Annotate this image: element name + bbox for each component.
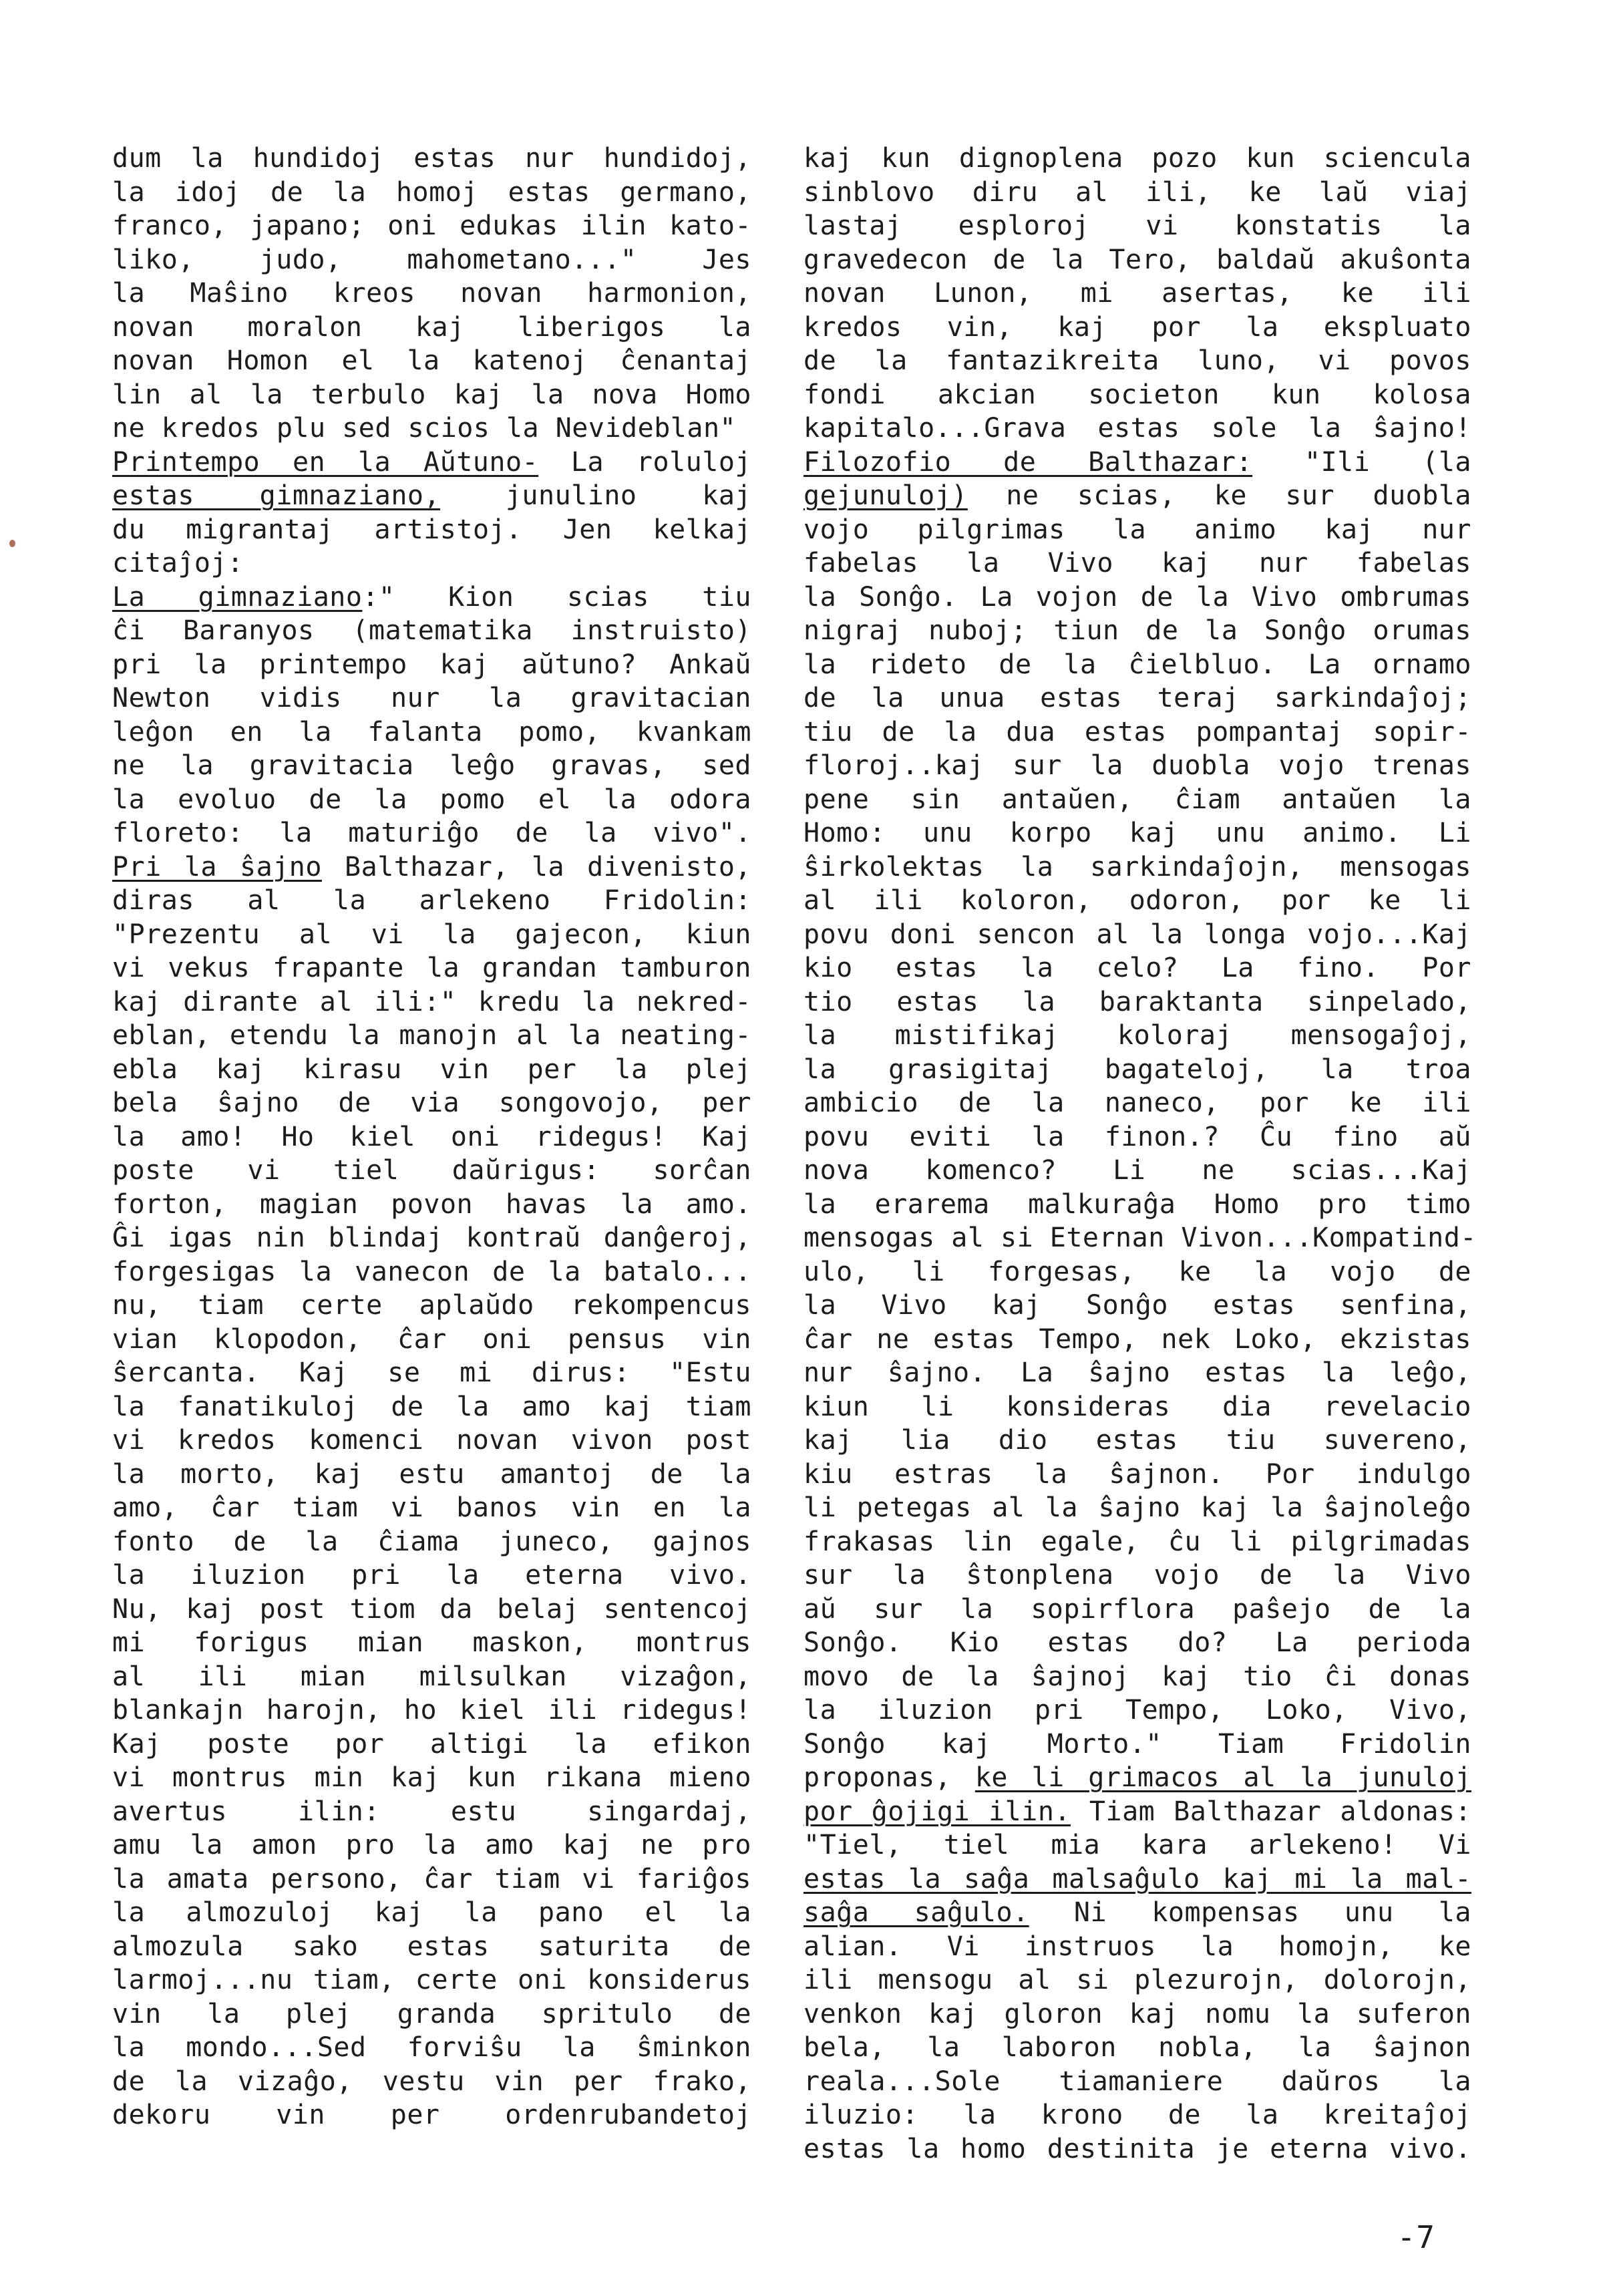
text-line	[803, 1963, 1471, 1997]
text-line	[803, 1255, 1471, 1289]
text-line	[112, 1458, 751, 1492]
line-text: la Maŝino kreos novan harmonion,	[112, 278, 751, 309]
text-line	[803, 1593, 1471, 1627]
text-line	[112, 1356, 751, 1390]
text-line	[112, 2098, 751, 2132]
text-line	[112, 1120, 751, 1154]
line-text: "Prezentu al vi la gajecon, kiun	[112, 919, 751, 950]
text-line	[112, 648, 751, 682]
line-text: la fanatikuloj de la amo kaj tiam	[112, 1391, 751, 1422]
line-text: pene sin antaŭen, ĉiam antaŭen la	[803, 784, 1471, 815]
line-text: Nu, kaj post tiom da belaj sentencoj	[112, 1593, 751, 1625]
text-line	[803, 344, 1471, 378]
line-text: floreto: la maturiĝo de la vivo".	[112, 818, 751, 848]
text-line	[112, 479, 751, 513]
text-line	[112, 513, 751, 547]
line-text: alian. Vi instruos la homojn, ke	[803, 1931, 1471, 1962]
line-text: ne scias, ke sur duobla	[967, 480, 1471, 511]
underlined-phrase: gejunuloj)	[803, 480, 968, 511]
line-text: ĉi Baranyos (matematika instruisto)	[112, 615, 751, 646]
line-text: vi kredos komenci novan vivon post	[112, 1425, 751, 1456]
text-line	[112, 546, 751, 581]
line-text: kaj dirante al ili:" kredu la nekred-	[112, 986, 751, 1017]
line-text: proponas,	[803, 1762, 975, 1793]
text-line	[803, 1828, 1471, 1862]
underlined-phrase: Filozofio de Balthazar:	[803, 446, 1253, 478]
text-line	[112, 378, 751, 412]
text-line	[112, 311, 751, 345]
line-text: sur la ŝtonplena vojo de la Vivo	[803, 1560, 1471, 1591]
line-text: kaj kun dignoplena pozo kun sciencula	[803, 143, 1471, 174]
text-line	[803, 648, 1471, 682]
line-text: vojo pilgrimas la animo kaj nur	[803, 514, 1471, 545]
text-line	[112, 951, 751, 985]
underlined-phrase: saĝa saĝulo.	[803, 1897, 1029, 1928]
line-text: Ĝi igas nin blindaj kontraŭ danĝeroj,	[112, 1222, 751, 1253]
text-line	[112, 816, 751, 850]
line-text: la iluzion pri Tempo, Loko, Vivo,	[803, 1695, 1471, 1726]
line-text: Sonĝo kaj Morto." Tiam Fridolin	[803, 1728, 1471, 1760]
line-text: tio estas la baraktanta sinpelado,	[803, 986, 1471, 1017]
line-text: fonto de la ĉiama juneco, gajnos	[112, 1526, 751, 1557]
line-text: Newton vidis nur la gravitacian	[112, 683, 751, 713]
text-line	[803, 1120, 1471, 1154]
line-text: ŝercanta. Kaj se mi dirus: "Estu	[112, 1357, 751, 1388]
text-line	[803, 783, 1471, 817]
text-line	[803, 1154, 1471, 1188]
line-text: de la fantazikreita luno, vi povos	[803, 345, 1471, 376]
text-line	[803, 1626, 1471, 1660]
text-line	[112, 176, 751, 210]
text-line	[803, 277, 1471, 311]
line-text: amo, ĉar tiam vi banos vin en la	[112, 1492, 751, 1523]
line-text: mensogas al si Eternan Vivon...Kompatind-	[803, 1222, 1477, 1253]
text-line	[803, 1728, 1471, 1762]
text-line	[112, 142, 751, 176]
text-line	[803, 1053, 1471, 1087]
text-line	[112, 1862, 751, 1897]
underlined-phrase: Printempo en la Aŭtuno-	[112, 446, 539, 478]
line-text: floroj..kaj sur la duobla vojo trenas	[803, 750, 1471, 781]
text-line	[803, 142, 1471, 176]
line-text: venkon kaj gloron kaj nomu la suferon	[803, 1998, 1471, 2029]
text-line	[803, 816, 1471, 850]
line-text: diras al la arlekeno Fridolin:	[112, 885, 751, 916]
line-text: la mistifikaj koloraj mensogaĵoj,	[803, 1020, 1471, 1051]
line-text: tiu de la dua estas pompantaj sopir-	[803, 716, 1471, 748]
text-line	[803, 2098, 1471, 2132]
text-line	[803, 1930, 1471, 1964]
line-text: "Ili (la	[1252, 446, 1471, 478]
text-line	[112, 1019, 751, 1053]
line-text: lastaj esploroj vi konstatis la	[803, 210, 1471, 241]
line-text: la rideto de la ĉielbluo. La ornamo	[803, 649, 1471, 680]
text-line	[112, 1525, 751, 1559]
text-line	[112, 581, 751, 615]
line-text: du migrantaj artistoj. Jen kelkaj	[112, 514, 751, 545]
line-text: la amo! Ho kiel oni ridegus! Kaj	[112, 1121, 751, 1152]
line-text: Ni kompensas unu la	[1029, 1897, 1472, 1928]
text-line	[803, 513, 1471, 547]
line-text: iluzio: la krono de la kreitaĵoj	[803, 2100, 1471, 2130]
line-text: liko, judo, mahometano..." Jes	[112, 244, 751, 275]
text-line	[803, 850, 1471, 884]
line-text: citaĵoj:	[112, 548, 244, 579]
line-text: ĉar ne estas Tempo, nek Loko, ekzistas	[803, 1323, 1471, 1355]
line-text: ili mensogu al si plezurojn, dolorojn,	[803, 1965, 1471, 1995]
text-line: por ĝojigi ilin. Tiam Balthazar aldonas:	[803, 1796, 1471, 1827]
text-line	[112, 1154, 751, 1188]
text-line	[803, 918, 1471, 952]
text-line	[803, 1221, 1477, 1255]
text-line	[803, 1491, 1471, 1525]
right-text-column	[803, 142, 1477, 2166]
line-text: "Tiel, tiel mia kara arlekeno! Vi	[803, 1830, 1471, 1860]
text-line	[112, 1188, 751, 1222]
line-text: amu la amon pro la amo kaj ne pro	[112, 1830, 751, 1860]
line-text: la Sonĝo. La vojon de la Vivo ombrumas	[803, 581, 1471, 613]
line-text: la Vivo kaj Sonĝo estas senfina,	[803, 1290, 1471, 1321]
text-line	[803, 1019, 1471, 1053]
line-text: sinblovo diru al ili, ke laŭ viaj	[803, 176, 1471, 208]
line-text: pri la printempo kaj aŭtuno? Ankaŭ	[112, 649, 751, 680]
line-text: franco, japano; oni edukas ilin kato-	[112, 210, 751, 241]
text-line	[803, 378, 1471, 412]
line-text: vian klopodon, ĉar oni pensus vin	[112, 1323, 751, 1355]
left-text-column	[112, 142, 751, 2132]
text-line	[803, 243, 1471, 277]
text-line	[803, 176, 1471, 210]
line-text: fabelas la Vivo kaj nur fabelas	[803, 548, 1471, 579]
line-text: nova komenco? Li ne scias...Kaj	[803, 1155, 1471, 1186]
text-line	[803, 1525, 1471, 1559]
text-line	[112, 850, 751, 884]
text-line	[112, 277, 751, 311]
text-line	[803, 1289, 1471, 1323]
line-text: poste vi tiel daŭrigus: sorĉan	[112, 1155, 751, 1186]
text-line	[112, 681, 751, 715]
line-text: aŭ sur la sopirflora paŝejo de la	[803, 1593, 1471, 1625]
underlined-phrase: estas la saĝa malsaĝulo kaj mi la mal-	[803, 1863, 1471, 1895]
text-line	[112, 985, 751, 1019]
text-line	[112, 1930, 751, 1964]
line-text: leĝon en la falanta pomo, kvankam	[112, 716, 751, 748]
line-text: Homo: unu korpo kaj unu animo. Li	[803, 818, 1471, 848]
line-text: dekoru vin per ordenrubandetoj	[112, 2100, 751, 2130]
text-line	[112, 1626, 751, 1660]
text-line	[803, 951, 1471, 985]
line-text: vi vekus frapante la grandan tamburon	[112, 953, 751, 983]
line-text: almozula sako estas saturita de	[112, 1931, 751, 1962]
line-text: ambicio de la naneco, por ke ili	[803, 1088, 1471, 1118]
line-text: al ili koloron, odoron, por ke li	[803, 885, 1471, 916]
line-text: kiun li konsideras dia revelacio	[803, 1391, 1471, 1422]
line-text: la grasigitaj bagateloj, la troa	[803, 1053, 1471, 1085]
text-line	[112, 1795, 751, 1829]
line-text: kredos vin, kaj por la ekspluato	[803, 311, 1471, 343]
text-line	[112, 2065, 751, 2099]
line-text: ebla kaj kirasu vin per la plej	[112, 1053, 751, 1085]
line-text: fondi akcian societon kun kolosa	[803, 379, 1471, 410]
text-line	[803, 412, 1471, 446]
line-text: :" Kion scias tiu	[362, 581, 751, 613]
line-text: estas la homo destinita je eterna vivo.	[803, 2133, 1471, 2164]
line-text: nur ŝajno. La ŝajno estas la leĝo,	[803, 1357, 1471, 1388]
text-line	[803, 1761, 1471, 1795]
line-text: gravedecon de la Tero, baldaŭ akuŝonta	[803, 244, 1471, 275]
text-line	[112, 715, 751, 750]
text-line	[112, 783, 751, 817]
text-line	[803, 1323, 1471, 1357]
line-text: Balthazar, la divenisto,	[321, 851, 751, 882]
text-line	[803, 479, 1471, 513]
text-line	[112, 1086, 751, 1120]
line-text: reala...Sole tiamaniere daŭros la	[803, 2066, 1471, 2097]
line-text: vin la plej granda spritulo de	[112, 1998, 751, 2029]
line-text: frakasas lin egale, ĉu li pilgrimadas	[803, 1526, 1471, 1557]
text-line	[112, 243, 751, 277]
text-line	[803, 884, 1471, 918]
text-line	[803, 581, 1471, 615]
text-line	[112, 1728, 751, 1762]
text-line	[112, 446, 751, 480]
text-line	[803, 446, 1471, 480]
line-text: larmoj...nu tiam, certe oni konsiderus	[112, 1965, 751, 1995]
line-text: lin al la terbulo kaj la nova Homo	[112, 379, 751, 410]
line-text: mi forigus mian maskon, montrus	[112, 1627, 751, 1658]
text-line	[803, 614, 1471, 648]
text-line	[112, 1424, 751, 1458]
text-line	[803, 1188, 1471, 1222]
text-line	[803, 2132, 1471, 2166]
text-line	[803, 546, 1471, 581]
line-text: La roluloj	[538, 446, 751, 478]
text-line	[803, 1458, 1471, 1492]
line-text: ne la gravitacia leĝo gravas, sed	[112, 750, 751, 781]
line-text: vi montrus min kaj kun rikana mieno	[112, 1762, 751, 1793]
line-text: ne kredos plu sed scios la Nevideblan"	[112, 413, 737, 444]
line-text: povu eviti la finon.? Ĉu fino aŭ	[803, 1121, 1471, 1152]
line-text: la morto, kaj estu amantoj de la	[112, 1458, 751, 1490]
text-line	[112, 1660, 751, 1694]
line-text: nu, tiam certe aplaŭdo rekompencus	[112, 1290, 751, 1321]
text-line	[803, 209, 1471, 243]
line-text: al ili mian milsulkan vizaĝon,	[112, 1661, 751, 1692]
line-text: movo de la ŝajnoj kaj tio ĉi donas	[803, 1661, 1471, 1692]
text-line	[803, 985, 1471, 1019]
text-line	[112, 1255, 751, 1289]
text-line	[112, 614, 751, 648]
line-text: Kaj poste por altigi la efikon	[112, 1728, 751, 1760]
text-line	[112, 1593, 751, 1627]
text-line	[112, 1390, 751, 1424]
line-text: novan Homon el la katenoj ĉenantaj	[112, 345, 751, 376]
text-line	[803, 1356, 1471, 1390]
page-number: -7	[1397, 2219, 1435, 2255]
text-line	[112, 1053, 751, 1087]
text-line	[803, 1424, 1471, 1458]
line-text: ulo, li forgesas, ke la vojo de	[803, 1256, 1471, 1287]
line-text: la iluzion pri la eterna vivo.	[112, 1560, 751, 1591]
line-text: nigraj nuboj; tiun de la Sonĝo orumas	[803, 615, 1471, 646]
line-text: dum la hundidoj estas nur hundidoj,	[112, 143, 751, 174]
text-line	[112, 1491, 751, 1525]
line-text: kapitalo...Grava estas sole la ŝajno!	[803, 413, 1471, 444]
line-text: forton, magian povon havas la amo.	[112, 1188, 751, 1220]
underlined-phrase: ke li grimacos al la junuloj	[974, 1762, 1472, 1793]
line-text: la evoluo de la pomo el la odora	[112, 784, 751, 815]
text-line	[803, 2031, 1471, 2065]
line-text: forgesigas la vanecon de la batalo...	[112, 1256, 751, 1287]
text-line	[803, 1390, 1471, 1424]
text-line	[803, 1693, 1471, 1728]
text-line	[803, 749, 1471, 783]
line-text: Sonĝo. Kio estas do? La perioda	[803, 1627, 1471, 1658]
line-text: la almozuloj kaj la pano el la	[112, 1897, 751, 1928]
line-text: kio estas la celo? La fino. Por	[803, 953, 1471, 983]
text-line	[803, 1660, 1471, 1694]
underlined-phrase: La gimnaziano	[112, 581, 363, 613]
text-line	[803, 1862, 1471, 1897]
text-line	[803, 1559, 1471, 1593]
line-text: blankajn harojn, ho kiel ili ridegus!	[112, 1695, 751, 1726]
line-text: bela, la laboron nobla, la ŝajnon	[803, 2032, 1471, 2063]
line-text: novan moralon kaj liberigos la	[112, 311, 751, 343]
line-text: avertus ilin: estu singardaj,	[112, 1796, 751, 1827]
text-line	[803, 311, 1471, 345]
underlined-phrase: Pri la ŝajno	[112, 851, 322, 882]
line-text: kiu estras la ŝajnon. Por indulgo	[803, 1458, 1471, 1490]
text-line	[803, 2065, 1471, 2099]
text-line	[112, 1828, 751, 1862]
line-text: ŝirkolektas la sarkindaĵojn, mensogas	[803, 851, 1471, 882]
text-line	[112, 344, 751, 378]
line-text: la erarema malkuraĝa Homo pro timo	[803, 1188, 1471, 1220]
line-text: novan Lunon, mi asertas, ke ili	[803, 278, 1471, 309]
text-line	[803, 681, 1471, 715]
line-text: junulino kaj	[440, 480, 751, 511]
text-line	[803, 1997, 1471, 2031]
line-text: eblan, etendu la manojn al la neating-	[112, 1020, 751, 1051]
text-line	[112, 2031, 751, 2065]
text-line	[112, 1761, 751, 1795]
text-line	[112, 1559, 751, 1593]
text-line	[112, 1963, 751, 1997]
underlined-phrase: por ĝojigi ilin.	[803, 1796, 1071, 1827]
line-text: povu doni sencon al la longa vojo...Kaj	[803, 919, 1471, 950]
text-line	[112, 1289, 751, 1323]
text-line	[112, 412, 751, 446]
text-line	[112, 1323, 751, 1357]
text-line	[112, 749, 751, 783]
text-line	[112, 209, 751, 243]
text-line	[112, 884, 751, 918]
text-line	[112, 1693, 751, 1728]
line-text: kaj lia dio estas tiu suvereno,	[803, 1425, 1471, 1456]
line-text: la amata persono, ĉar tiam vi fariĝos	[112, 1863, 751, 1895]
margin-speck	[9, 540, 15, 547]
text-line	[803, 715, 1471, 750]
text-line	[112, 918, 751, 952]
line-text: la mondo...Sed forviŝu la ŝminkon	[112, 2032, 751, 2063]
text-line	[112, 1997, 751, 2031]
line-text: li petegas al la ŝajno kaj la ŝajnoleĝo	[803, 1492, 1471, 1523]
line-text: bela ŝajno de via songovojo, per	[112, 1088, 751, 1118]
line-text: de la unua estas teraj sarkindaĵoj;	[803, 683, 1471, 713]
text-line	[112, 1221, 751, 1255]
line-text: de la vizaĝo, vestu vin per frako,	[112, 2066, 751, 2097]
text-line	[803, 1896, 1471, 1930]
text-line	[803, 1086, 1471, 1120]
underlined-phrase: estas gimnaziano,	[112, 480, 441, 511]
text-line	[112, 1896, 751, 1930]
line-text: la idoj de la homoj estas germano,	[112, 176, 751, 208]
